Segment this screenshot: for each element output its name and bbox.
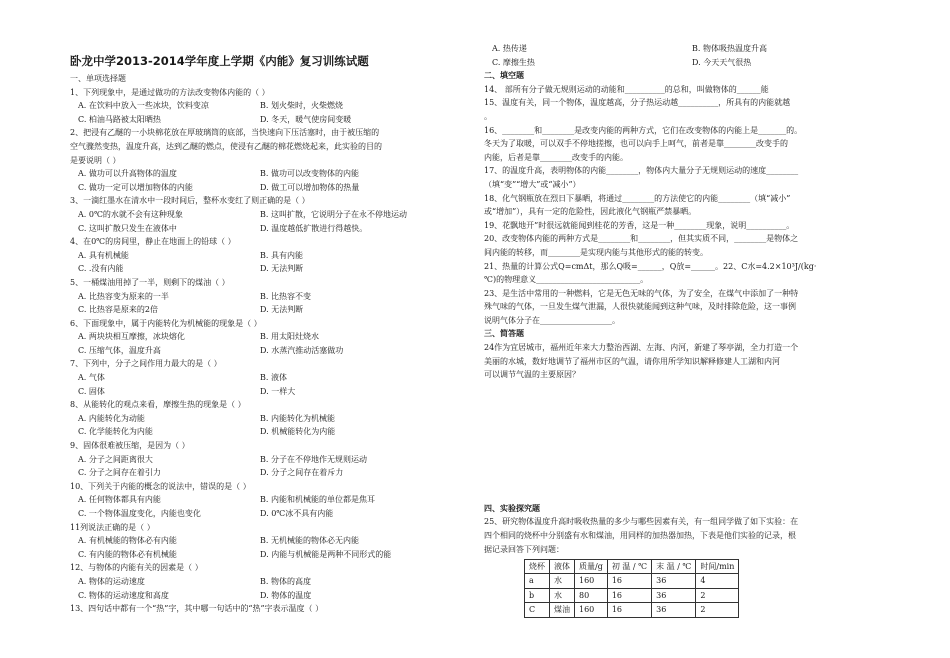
option-text: C. 比热容是原来的2倍 [78,305,159,315]
question-line: 12、与物体的内能有关的因素是（ ） [70,563,203,573]
table-cell: 16 [607,603,651,618]
table-row [525,574,739,589]
option-text: B. 内能转化为机械能 [260,413,335,423]
option-text: B. 内能和机械能的单位都是焦耳 [260,495,375,505]
option-text: B. 这叫扩散，它说明分子在永不停地运动 [260,209,407,219]
question-line: 6、下面现象中，属于内能转化为机械能的现象是（ ） [70,318,262,328]
option-text: A. 分子之间距离很大 [78,454,153,464]
question-line: 内能，后者是靠________改变手的内能。 [484,152,628,162]
option-text: C. 固体 [78,386,105,396]
question-line: 18、化气钢瓶放在烈日下暴晒，将通过________的方法使它的内能________（填“减小” [484,193,791,203]
table-cell: 36 [652,574,696,589]
table-header-cell: 烧杯 [525,560,550,574]
option-row [70,589,468,603]
right-question-list [484,42,880,382]
option-row [70,548,468,562]
question-line: 10、下列关于内能的概念的说法中，错误的是（ ） [70,481,251,491]
option-row [484,56,880,70]
option-row [70,575,468,589]
option-row [70,208,468,222]
table-row [525,588,739,603]
option-text: A. 任何物体都具有内能 [78,495,161,505]
option-row [70,453,468,467]
option-row [70,534,468,548]
question-line: 11列说法正确的是（ ） [70,522,155,532]
question-line: 殊气味的气体，一旦发生煤气泄漏，人很快就能闻到这种气味，及时排除危险，这一事例 [484,302,796,312]
table-cell: 36 [652,603,696,618]
option-row [70,181,468,195]
option-text: C. 摩擦生热 [492,57,535,67]
question-line: 8、从能转化的观点来看，摩擦生热的现象是（ ） [70,400,246,410]
option-row [70,222,468,236]
option-row [70,371,468,385]
option-text: C. 做功一定可以增加物体的内能 [78,182,193,192]
question-line: 15、温度有关，同一个物体，温度越高，分子热运动越__________，所具有的内能就越 [484,98,791,108]
option-text: C. 压缩气体，温度升高 [78,345,161,355]
option-text: C. 有内能的物体必有机械能 [78,549,177,559]
question-line: 或“增加”），具有一定的危险性，因此液化气钢瓶严禁暴晒。 [484,207,697,217]
question-line: 23、是生活中常用的一种燃料，它是无色无味的气体，为了安全，在煤气中添加了一种特 [484,288,799,298]
option-row [70,385,468,399]
option-text: C. 这叫扩散只发生在液体中 [78,223,177,233]
table-cell: 16 [607,574,651,589]
option-text: B. 做功可以改变物体的内能 [260,169,359,179]
question-line: 14、 部所有分子做无规则运动的动能和__________的总和，叫做物体的______能 [484,84,769,94]
option-row [70,167,468,181]
table-row [525,603,739,618]
option-text: D. 做工可以增加物体的热量 [260,182,360,192]
option-row [70,99,468,113]
experiment-table [524,559,739,618]
table-header-cell: 液体 [550,560,575,574]
option-text: C. 物体的运动速度和高度 [78,590,169,600]
option-text: A. 0℃的水就不会有这种现象 [78,209,183,219]
question-line: 说明气体分子在__________________。 [484,315,620,325]
page-title: 卧龙中学2013-2014学年度上学期《内能》复习训练试题 [70,54,369,68]
option-text: A. 物体的运动速度 [78,576,145,586]
question-line: 5、一桶煤油用掉了一半，则剩下的煤油（ ） [70,277,230,287]
option-row [70,425,468,439]
question-line: 空气骤然变热，温度升高，达到乙醚的燃点，使浸有乙醚的棉花燃烧起来，此实验的目的 [70,141,382,151]
question-line: 美丽的水城，数好地调节了福州市区的气温，请你用所学知识解释修建人工湖和内河 [484,356,780,366]
table-cell: 4 [696,574,739,589]
option-text: B. 用太阳灶烧水 [260,332,319,342]
question-line: 7、下列中，分子之间作用力最大的是（ ） [70,359,222,369]
table-cell: 36 [652,588,696,603]
table-cell: 80 [575,588,608,603]
table-header-cell: 初 温 / ℃ [607,560,651,574]
question-line: 2、把浸有乙醚的一小块棉花放在厚玻璃筒的底部，当快速向下压活塞时，由于被压缩的 [70,128,380,138]
table-cell: 2 [696,603,739,618]
option-text: A. 在饮料中放入一些冰块，饮料变凉 [78,101,209,111]
question-line: 间内能的转移，而________是实现内能与其他形式的能的转变。 [484,247,708,257]
table-cell: 160 [575,603,608,618]
table-cell: a [525,574,550,589]
question-line: 16、________和________是改变内能的两种方式，它们在改变物体的内能上是_______的。 [484,125,803,135]
section-heading: 四、实验探究题 [484,503,540,513]
question-line: 一、单项选择题 [70,74,126,83]
option-text: B. 划火柴时，火柴燃烧 [260,101,343,111]
option-text: D. 今天天气很热 [692,57,752,67]
option-text: D. 冬天，暖气使房间变暖 [260,114,352,124]
table-header-cell: 末 温 / ℃ [652,560,696,574]
question-line: 是要说明（ ） [70,155,121,165]
option-row [70,507,468,521]
option-text: D. 水蒸汽推动活塞做功 [260,345,344,355]
question-line: 。 [484,111,492,121]
option-text: C. .没有内能 [78,264,124,274]
option-text: B. 分子在不停地作无规则运动 [260,454,367,464]
table-cell: 水 [550,588,575,603]
option-text: B. 物体的高度 [260,576,311,586]
right-column [484,0,880,618]
option-row [70,113,468,127]
question-line: 冬天为了取暖，可以双手不停地搓擦，也可以向手上呵气，前者是靠________改变手的 [484,139,788,149]
question-line: 四个相同的烧杯中分别盛有水和煤油，用同样的加热器加热，下表是他们实验的记录，根 [484,531,796,541]
option-text: A. 气体 [78,373,105,383]
table-cell: 160 [575,574,608,589]
table-header-row [525,560,739,574]
question-line: 3、一滴红墨水在清水中一段时间后，整杯水变红了则正确的是（ ） [70,196,310,206]
question-line: 可以调节气温的主要原因？ [484,370,580,380]
option-text: A. 热传递 [492,44,527,53]
table-cell: b [525,588,550,603]
option-row [70,262,468,276]
table-cell: 水 [550,574,575,589]
answer-space [484,382,880,502]
question-line: 9、固体很难被压缩，是因为（ ） [70,441,190,451]
question-line: 据记录回答下列问题： [484,544,564,554]
option-text: A. 有机械能的物体必有内能 [78,536,177,546]
question-line: 20、改变物体内能的两种方式是________和________，但其实质不同，________是物体之 [484,234,799,244]
question-line: 13、四句话中都有一个“热”字，其中哪一句话中的“热”字表示温度（ ） [70,604,324,614]
option-text: A. 内能转化为动能 [78,413,145,423]
table-header-cell: 质量/g [575,560,608,574]
option-text: D. 物体的温度 [260,590,312,600]
table-cell: 2 [696,588,739,603]
option-row [70,493,468,507]
question-line: 17、的温度升高，表明物体的内能________，物体内大量分子无规则运动的速度________ [484,166,799,176]
table-body [525,574,739,618]
question-line: 24作为宜居城市，福州近年来大力整治西湖、左海、内河，新建了琴亭湖，全力打造一个 [484,343,799,353]
question-line: 19、花飘地开”时很远就能闻到桂花的芳香，这是一种________现象，说明__________。 [484,220,795,230]
option-row [70,412,468,426]
question-25 [484,515,880,556]
option-row [70,290,468,304]
option-row [70,466,468,480]
option-text: D. 0℃冰不具有内能 [260,509,334,518]
question-line: 1、下列现象中，是通过做功的方法改变物体内能的（ ） [70,87,270,97]
option-text: D. 机械能转化为内能 [260,427,336,437]
option-row [70,344,468,358]
left-question-list [70,72,468,616]
option-text: A. 做功可以升高物体的温度 [78,169,177,179]
section-heading: 三、简答题 [484,329,524,339]
table-header-cell: 时间/min [696,560,739,574]
option-row [70,330,468,344]
option-text: D. 温度越低扩散进行得越快。 [260,223,368,233]
left-column [70,0,468,616]
table-cell: C [525,603,550,618]
option-text: A. 具有机械能 [78,250,129,260]
option-text: B. 比热容不变 [260,291,311,301]
table-cell: 16 [607,588,651,603]
question-line: 4、在0℃的房间里，静止在地面上的铅球（ ） [70,237,236,247]
option-text: B. 具有内能 [260,250,303,260]
option-text: C. 化学能转化为内能 [78,427,153,437]
option-text: B. 物体吸热温度升高 [692,44,767,53]
option-text: A. 两块块相互摩擦，冰块熔化 [78,332,185,342]
option-text: C. 柏油马路被太阳晒热 [78,114,161,124]
option-text: C. 分子之间存在着引力 [78,468,161,478]
option-text: D. 分子之间存在着斥力 [260,468,344,478]
option-text: A. 比热容变为原来的一半 [78,291,169,301]
question-line: 25、研究物体温度升高时吸收热量的多少与哪些因素有关，有一组同学做了如下实验：在 [484,517,799,527]
option-text: B. 无机械能的物体必无内能 [260,536,359,546]
option-text: C. 一个物体温度变化，内能也变化 [78,509,201,518]
question-line: 21、热量的计算公式Q=cmΔt，那么Q吸=______，Q放=______。22、C水=4.2×10³J/(kg· [484,261,817,271]
option-row [484,42,880,56]
option-text: D. 内能与机械能是两种不同形式的能 [260,549,392,559]
option-text: D. 无法判断 [260,305,304,315]
section-heading: 二、填空题 [484,71,524,81]
option-row [70,249,468,263]
question-line: ℃)的物理意义__________________________。 [484,275,649,285]
question-line: （填“变”“增大”或“减小”） [484,179,581,189]
option-text: D. 无法判断 [260,264,304,274]
table-cell: 煤油 [550,603,575,618]
option-text: D. 一样大 [260,386,296,396]
option-row [70,303,468,317]
option-text: B. 液体 [260,373,287,383]
